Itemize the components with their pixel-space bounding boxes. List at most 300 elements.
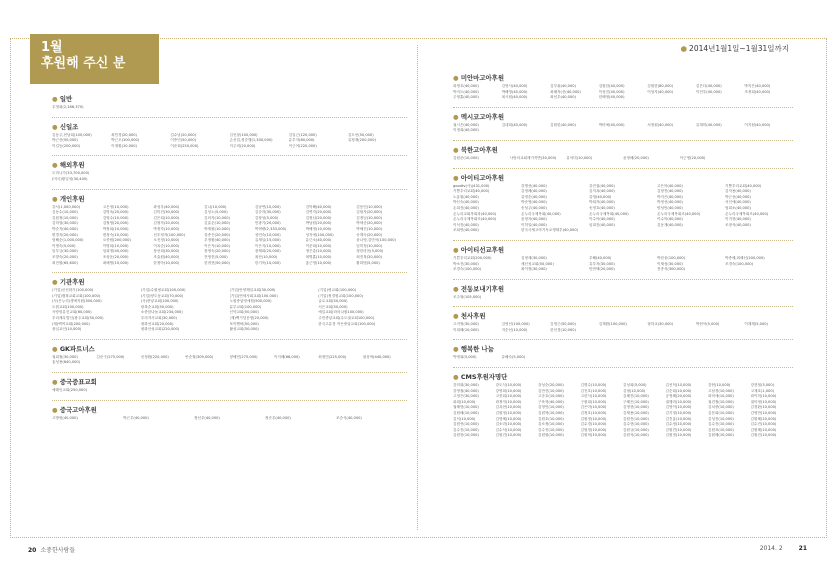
donor-entry: (미국)황일성(30,400) (52, 176, 88, 181)
donor-entry: 성지애(100,000) (305, 232, 334, 237)
donor-entry: 강현철(3,000) (750, 383, 775, 388)
right-column (453, 74, 793, 445)
donor-entry: 김원정(10,000) (665, 433, 692, 438)
donor-entry: 김철영(20,000) (102, 221, 129, 226)
donor-entry: 유근소(40,000) (305, 238, 332, 243)
section-divider (52, 117, 407, 118)
donor-entry: 이옥순(10,000) (153, 243, 180, 248)
donor-entry: 박순자(40,000) (52, 226, 78, 231)
section-title: 아이티선교후원 (460, 245, 505, 254)
donor-entry: 엄해순(1,000,000) (52, 238, 84, 243)
donor-entry: 황화범(5,000) (356, 260, 380, 265)
donor-entry: 안순철(309,000) (185, 354, 214, 359)
donor-entry: (기업)신선화가(100,000) (52, 288, 94, 293)
bullet-icon: ● (453, 112, 459, 121)
section-divider (52, 339, 407, 340)
donor-entry: 김형자(20,000) (153, 221, 180, 226)
donor-entry: 김수진(10,000) (538, 427, 564, 432)
donor-entry: 고지영(30,000) (453, 322, 479, 327)
donor-list (453, 322, 793, 333)
donor-entry: 김선덕(10,000) (665, 383, 692, 388)
donor-entry: 김소라(10,000) (495, 422, 522, 427)
donor-entry: 노흥원(40,000) (453, 194, 479, 199)
donor-entry: 박정선(40,000) (657, 200, 683, 205)
donor-entry: (기업)행복교회교회(100,000) (52, 293, 101, 298)
donor-list (453, 184, 793, 234)
donor-entry: 한국국제고아기독교생태부(40,000) (521, 228, 579, 233)
section-heading (453, 113, 793, 121)
bullet-icon: ● (52, 278, 58, 287)
donor-entry: 오진정(10,000) (153, 238, 180, 243)
donor-entry: 활성교회(50,000) (229, 327, 259, 332)
donor-entry: 김명수(10,000) (580, 383, 607, 388)
donor-entry: 이지혜(68,000) (273, 354, 300, 359)
donor-entry: 권시은(40,000) (453, 122, 479, 127)
donor-entry: 김은아(10,000) (580, 405, 607, 410)
donor-entry: 김원혜(10,000) (453, 411, 479, 416)
donor-entry: 김의자(10,000) (204, 215, 230, 220)
section-divider (52, 272, 407, 273)
center-spine (417, 45, 418, 530)
donor-entry: 김원진(10,000) (750, 433, 777, 438)
donor-entry: 예레인교회(250,000) (52, 388, 88, 393)
bullet-icon: ● (453, 173, 459, 182)
donor-entry: 이명희(10,000) (102, 243, 129, 248)
section-title: 행복한 나눔 (460, 345, 494, 354)
section-title: 아이티고아후원 (460, 173, 505, 182)
donor-entry: 곽희(10,000) (453, 399, 476, 404)
donor-entry: 김부쉬(40,000) (550, 84, 576, 88)
donor-entry: 송계숙(20,000) (356, 232, 383, 237)
bullet-icon: ● (453, 284, 459, 293)
donor-entry: 조경숙(100,000) (453, 267, 482, 272)
donor-entry: 강헌(10,000) (708, 383, 731, 388)
donor-entry: 김장진(40,000) (657, 189, 683, 194)
donor-entry: 기쁨우리교회(40,000) (453, 189, 490, 194)
section-heading (52, 345, 407, 353)
donor-entry: 변경자(20,000) (52, 232, 78, 237)
donor-entry: 도원교회(100,000) (52, 304, 84, 309)
donor-entry: 김자용(40,000) (725, 189, 751, 194)
donor-entry: 김원정(10,000) (580, 427, 607, 432)
donor-entry: 권희철(30,000) (52, 354, 78, 359)
donor-entry: 장채희(20,000) (254, 249, 281, 254)
donor-entry: 김영례(40,000) (521, 189, 547, 194)
donor-entry: 한선경(10,000) (550, 327, 576, 332)
donor-entry: 윤정자(40,000) (521, 217, 547, 222)
donor-entry: (기업)수원평교회(100,000) (140, 288, 186, 293)
donor-entry: 주민중앙교회(수도권교회100,000) (318, 316, 375, 321)
donor-entry: (기업)평교회(100,000) (318, 288, 357, 293)
donor-entry: 김나(10,000) (204, 204, 227, 209)
donor-entry: 김채용(10,000) (623, 411, 649, 416)
donor-entry: 한국고유경 작은중앙교회(100,000) (318, 321, 376, 326)
donor-entry: 권진철(10,000) (708, 399, 734, 404)
donor-entry: 최이정(30,000) (521, 267, 547, 272)
donor-entry: 김원진(10,000) (495, 433, 522, 438)
donor-entry: (기업)안양제일교회(30,000) (229, 288, 276, 293)
donor-entry: 이근영(20,000) (679, 155, 706, 160)
bullet-icon: ● (52, 378, 58, 387)
donor-entry: 김옥현(10,000) (495, 405, 522, 410)
donor-entry: 이허일(40,000) (521, 222, 547, 227)
donor-entry: 김남연(10,000) (254, 204, 281, 209)
donor-entry: 포이엔써(50,000) (229, 321, 259, 326)
donor-entry: 최혜명(10,000) (102, 260, 129, 265)
donor-entry: 이희혜(10,000) (453, 327, 479, 332)
section-title: 천사후원 (460, 312, 486, 321)
donor-entry: 홍근영(10,000) (305, 260, 332, 265)
donor-entry: 김원원(10,000) (538, 433, 564, 438)
donor-entry: 임희진(40,000) (589, 222, 615, 227)
donor-entry: (사)중앙교회(100,000) (140, 299, 179, 304)
donor-entry: 김정세(30,000) (521, 255, 547, 260)
donor-entry: 김연자(20,000) (305, 210, 332, 215)
donor-entry: 구육혁(40,000) (538, 399, 564, 404)
donor-entry: 곽이미(10,000) (750, 394, 777, 399)
donor-section (453, 74, 793, 101)
donor-entry: 김영이(10,000) (665, 405, 692, 410)
donor-entry: 김장성(5,000) (254, 215, 279, 220)
donor-entry: 고은아(40,000) (657, 183, 683, 188)
donor-entry: goodtv(사)(431,000) (453, 183, 490, 188)
donor-entry: 최정민(225,000) (318, 354, 347, 359)
section-heading (52, 95, 407, 103)
donor-entry: 유해숙(5,000) (501, 355, 526, 360)
donor-entry: 김치중(10,000) (708, 405, 734, 410)
donor-entry: 이성진(40,000) (598, 89, 625, 94)
section-title: CMS후원자명단 (460, 373, 508, 382)
donor-entry: 소중한나눔교회(234,000) (140, 310, 183, 315)
section-divider (52, 155, 407, 156)
donor-entry: 선우정자(100,000) (153, 232, 185, 237)
donor-entry: 강영철(40,000) (453, 388, 479, 393)
section-divider (453, 279, 793, 280)
donor-list (52, 288, 407, 333)
donor-entry: 김순희(10,000) (665, 388, 692, 393)
bullet-icon: ● (52, 344, 58, 353)
donor-entry: 노원중앙영애원(500,000) (229, 299, 272, 304)
donor-entry: 분부교회(100,000) (229, 304, 262, 309)
donor-entry: 박근오(100,000) (111, 138, 140, 143)
donor-entry: 박근산(50,000) (52, 138, 78, 143)
donor-entry: 김자옥(40,000) (589, 189, 615, 194)
donor-entry: 광복순교회(50,000) (140, 304, 174, 309)
donor-entry: 전영진(5,000) (204, 254, 228, 259)
donor-entry: 김효순(10,000) (204, 221, 230, 226)
donor-entry: 사랑의교회새가족반(30,000) (509, 155, 557, 160)
donor-entry: 박근선(40,000) (725, 194, 751, 199)
donor-entry: 김수진(10,000) (750, 422, 777, 427)
donor-entry: 김원진(10,000) (623, 416, 649, 421)
donor-entry: 강미희(30,000) (453, 383, 479, 388)
donor-entry: 박혁량(2,333,000) (254, 226, 287, 231)
donor-entry: 박미애(40,000) (598, 122, 625, 127)
donor-entry: 서인애(40,000) (725, 200, 751, 205)
donor-entry: 권아정(10,000) (750, 399, 777, 404)
issue-date: 2014. 2 (759, 545, 783, 552)
donor-section (453, 373, 793, 439)
section-divider (453, 367, 793, 368)
donor-entry: 기쁜우리교회(200,000) (453, 255, 492, 260)
donor-entry: 김영선(100,000) (501, 322, 530, 327)
donor-entry: 유부자(30,000) (589, 261, 615, 266)
donor-entry: 유정재(200,000) (347, 138, 376, 143)
donor-entry: 김신창(100,000) (229, 132, 258, 137)
donor-entry: 김원호(10,000) (538, 416, 564, 421)
donor-entry: 조정석(40,000) (725, 222, 751, 227)
donor-entry: 김동수(10,000) (52, 210, 78, 215)
section-title: 기관후원 (59, 278, 85, 287)
donor-entry: 김소정(10,000) (538, 422, 564, 427)
donor-entry: 김성진(10,000) (708, 416, 734, 421)
section-divider (453, 240, 793, 241)
donor-entry: 최민경(20,000) (111, 132, 137, 137)
donor-entry: 최혜자(신(40,000) (550, 89, 581, 94)
donor-entry: 김영민(10,000) (538, 405, 564, 410)
donor-entry: 온누리국제목회(40,000) (589, 211, 629, 216)
donor-entry: 이채성(30,000) (657, 261, 683, 266)
donor-section (453, 312, 793, 333)
donor-entry: 정순우(40,000) (265, 415, 291, 420)
title-month: 1월 (41, 40, 63, 55)
donor-entry: 공정혜(20,000) (665, 394, 692, 399)
donor-entry: 신정환(220,000) (140, 354, 169, 359)
donor-entry: 정은총(10,000) (305, 249, 332, 254)
donor-entry: 사랑항유진교회(60,000) (52, 310, 92, 315)
donor-entry: 이수아(40,000) (657, 217, 683, 222)
donor-entry: 김진홍(10,000) (665, 416, 692, 421)
donor-entry: 김원석(10,000) (623, 433, 649, 438)
donor-entry: 전종석(300,000) (657, 267, 686, 272)
donor-entry: 김수진(10,000) (453, 427, 479, 432)
donor-entry: (기업)정경원교회(100,000) (318, 293, 364, 298)
donor-entry: 광일교인(10,000) (52, 327, 82, 332)
donor-entry: 김미진(30,000) (153, 210, 180, 215)
section-heading (453, 246, 793, 254)
section-title: 일반 (59, 95, 73, 103)
donor-entry: 양혜민(275,000) (229, 354, 258, 359)
donor-entry: 유부자(80,000) (288, 138, 315, 143)
donor-entry: 박근우(40,000) (123, 415, 149, 420)
section-divider (453, 107, 793, 108)
donor-entry: 박신숙(40,000) (453, 200, 479, 205)
donor-entry: 김준구(275,000) (96, 354, 125, 359)
donor-entry: 김동주,현남희(100,000) (52, 132, 92, 137)
section-heading (52, 123, 407, 131)
donor-entry: 곽성우(40,000) (153, 204, 180, 209)
bullet-icon: ● (680, 44, 688, 53)
donor-entry: 고준호(10,000) (538, 394, 564, 399)
donor-entry: 김은희(10,000) (153, 215, 180, 220)
donor-entry: 조경숙(100,000) (725, 261, 754, 266)
donor-entry: 오종원(200,000) (102, 238, 131, 243)
donor-entry: 최진원(65,600) (52, 260, 78, 265)
donor-entry: 정선우(40,000) (194, 415, 220, 420)
donor-entry: 한귀현(50,000) (204, 260, 230, 265)
section-title: 중국중표교회 (59, 378, 97, 387)
donor-entry: 김원혜(10,000) (750, 427, 777, 432)
donor-entry: 양성민(40,000) (657, 205, 683, 210)
donor-entry: 김정호(10,000) (580, 411, 607, 416)
donor-entry: 박남원(20,000) (305, 221, 332, 226)
section-divider (453, 140, 793, 141)
section-heading (453, 285, 793, 293)
donor-entry: 강진섭(40,000) (589, 183, 615, 188)
donor-entry: 이근아(220,000) (288, 143, 317, 148)
section-heading (453, 174, 793, 182)
donor-entry: 정한마음(5,000) (356, 249, 384, 254)
donor-entry: 안만택(20,000) (589, 267, 615, 272)
title-text: 후원해 주신 분 (41, 56, 126, 71)
donor-entry: 홍성용(640,000) (52, 360, 81, 365)
donor-entry: 이석진(40,000) (453, 222, 479, 227)
donor-entry: 김석(10,000) (453, 416, 476, 421)
donor-entry: 우정희(2,166,370) (52, 105, 84, 109)
donor-entry: 곽미애(10,000) (708, 394, 734, 399)
donor-entry: 윤정혜(20,000) (623, 155, 649, 160)
donor-entry: 박재원(10,000) (204, 226, 230, 231)
donor-entry: 유석미(10,000) (566, 155, 593, 160)
donor-entry: 우리자사교회(30,000) (140, 316, 177, 321)
donor-entry: 이은자(10,000) (204, 243, 230, 248)
donor-entry: 유재일(15,000) (254, 238, 281, 243)
donor-entry: 김원한(80,000) (647, 84, 674, 88)
donor-entry: 김원혁(10,000) (580, 433, 607, 438)
donor-entry: 형하교(30,000) (647, 322, 674, 327)
donor-entry: 송정호(40,000) (589, 205, 615, 210)
donor-entry: 박영희(5,000) (453, 355, 477, 360)
donor-entry: 김영현(10,000) (623, 405, 649, 410)
donor-entry: 기쁨우리교회(40,000) (725, 183, 762, 188)
section-heading (453, 345, 793, 353)
donor-entry: 김원준(10,000) (453, 155, 479, 160)
donor-entry: 최진복(20,000) (356, 254, 383, 259)
section-divider (453, 339, 793, 340)
donor-entry: 서은교회(50,000) (318, 304, 348, 309)
donor-entry: 김기정(10,000) (665, 411, 692, 416)
donor-entry: 임부규(30,000) (52, 249, 78, 254)
donor-section (453, 285, 793, 301)
donor-entry: 김영만(10,000) (750, 411, 777, 416)
donor-entry: (기업)연세사회교회(100,000) (229, 293, 278, 298)
donor-entry: 박소진(30,000) (453, 261, 479, 266)
donor-entry: 김덕해(40,000) (305, 204, 332, 209)
donor-entry: 조순식(40,000) (336, 415, 362, 420)
section-heading (52, 378, 407, 386)
donor-entry: 최병훈(10,000) (305, 254, 332, 259)
donor-entry: 강서(1,000,000) (52, 204, 81, 209)
donor-entry: 신약교회(50,000) (229, 310, 259, 315)
donor-entry: 고은정(10,000) (102, 204, 129, 209)
donor-entry: 조향숙(20,000) (52, 254, 78, 259)
donor-entry: 고남경(10,000) (708, 388, 734, 393)
donor-entry: 우정환(40,000) (204, 238, 230, 243)
section-divider (453, 168, 793, 169)
donor-list (453, 156, 793, 162)
donor-entry: 김원정(10,000) (580, 416, 607, 421)
donor-entry: 장선희(30,000) (153, 249, 180, 254)
donor-entry: 한기욱(10,000) (254, 260, 281, 265)
donor-entry: 고종희(10,000) (495, 394, 522, 399)
donor-entry: 김명옥(20,000) (102, 210, 129, 215)
donor-entry: 조주형(105,000) (453, 294, 482, 299)
donor-entry: 김만진(10,000) (538, 388, 564, 393)
donor-entry: 김문희(10,000) (708, 411, 734, 416)
donor-entry: 박정자(10,000) (153, 226, 180, 231)
donor-entry: 곽정호(40,000) (453, 84, 479, 88)
donor-entry: 김원혜(10,000) (750, 416, 777, 421)
donor-section (52, 345, 407, 366)
donor-entry: 이준희(10,000) (305, 243, 332, 248)
donor-entry: (재)백여교회(200,000) (52, 321, 90, 326)
section-divider (52, 189, 407, 190)
section-divider (453, 306, 793, 307)
donor-entry: (재)백기념운영(20,000) (229, 316, 269, 321)
section-title: 미안마고아후원 (460, 74, 505, 82)
donor-entry: 김성희(5,000) (623, 383, 647, 388)
section-heading (52, 406, 407, 414)
donor-entry: 김원한(40,000) (598, 84, 625, 88)
donor-entry: 한혜영(40,000) (598, 95, 625, 100)
magazine-name: 소중한사람들 (40, 547, 76, 554)
donor-entry: 조효원(40,000) (153, 254, 180, 259)
donor-entry: 김수남(20,000) (170, 132, 197, 137)
donor-entry: 이은지(10,000) (254, 243, 281, 248)
donor-entry: 박혜정(10,000) (305, 226, 332, 231)
donor-entry: 조정희(40,000) (744, 89, 771, 94)
donor-entry: 김수경(10,000) (580, 422, 607, 427)
bullet-icon: ● (453, 345, 459, 354)
donor-entry: 김진호(10,000) (580, 388, 607, 393)
section-heading (52, 195, 407, 203)
donor-entry: 김동민(10,000) (356, 204, 383, 209)
bullet-icon: ● (52, 95, 58, 103)
donor-entry: 고영은(30,000) (453, 394, 479, 399)
donor-entry: 온누리국제목회(40,000) (521, 211, 561, 216)
donor-list (52, 133, 407, 150)
donor-entry: 박종혜,최혜선(200,000) (725, 255, 765, 260)
donor-entry: 김원한(40,000) (550, 122, 576, 127)
donor-entry: 서정원(40,000) (647, 122, 674, 127)
donor-entry: 평화산성교회(220,000) (140, 327, 180, 332)
donor-section (52, 278, 407, 333)
donor-list (453, 123, 793, 134)
donor-entry: 김영근(50,000) (550, 322, 576, 327)
bullet-icon: ● (453, 74, 459, 82)
donor-entry: 엄희소(40,000) (725, 205, 751, 210)
donor-entry: 권혜현(10,000) (453, 405, 479, 410)
donor-entry: 박희자(40,000) (589, 200, 615, 205)
donor-entry: 이명숙(5,000) (52, 243, 76, 248)
donor-entry: 김대희(40,000) (501, 122, 528, 127)
donor-entry: 이재계(5,000) (744, 322, 768, 327)
donor-entry: 김원혁(10,000) (538, 411, 564, 416)
donor-entry: 권행라(10,000) (665, 399, 692, 404)
donor-entry: 박혜영(40,000) (501, 89, 528, 94)
donor-entry: 고한식(10,000) (580, 394, 607, 399)
donor-entry: 이정희(40,000) (453, 128, 479, 133)
donor-entry: 박지은(40,000) (657, 194, 683, 199)
donor-entry: 강성순(20,000) (538, 383, 564, 388)
donor-entry: 설종은(20,000) (204, 232, 230, 237)
section-divider (52, 372, 407, 373)
donor-entry: 박한웅(100,000) (657, 255, 686, 260)
section-heading (453, 146, 793, 154)
section-heading (52, 278, 407, 286)
donor-list (453, 355, 793, 361)
donor-section (453, 174, 793, 234)
